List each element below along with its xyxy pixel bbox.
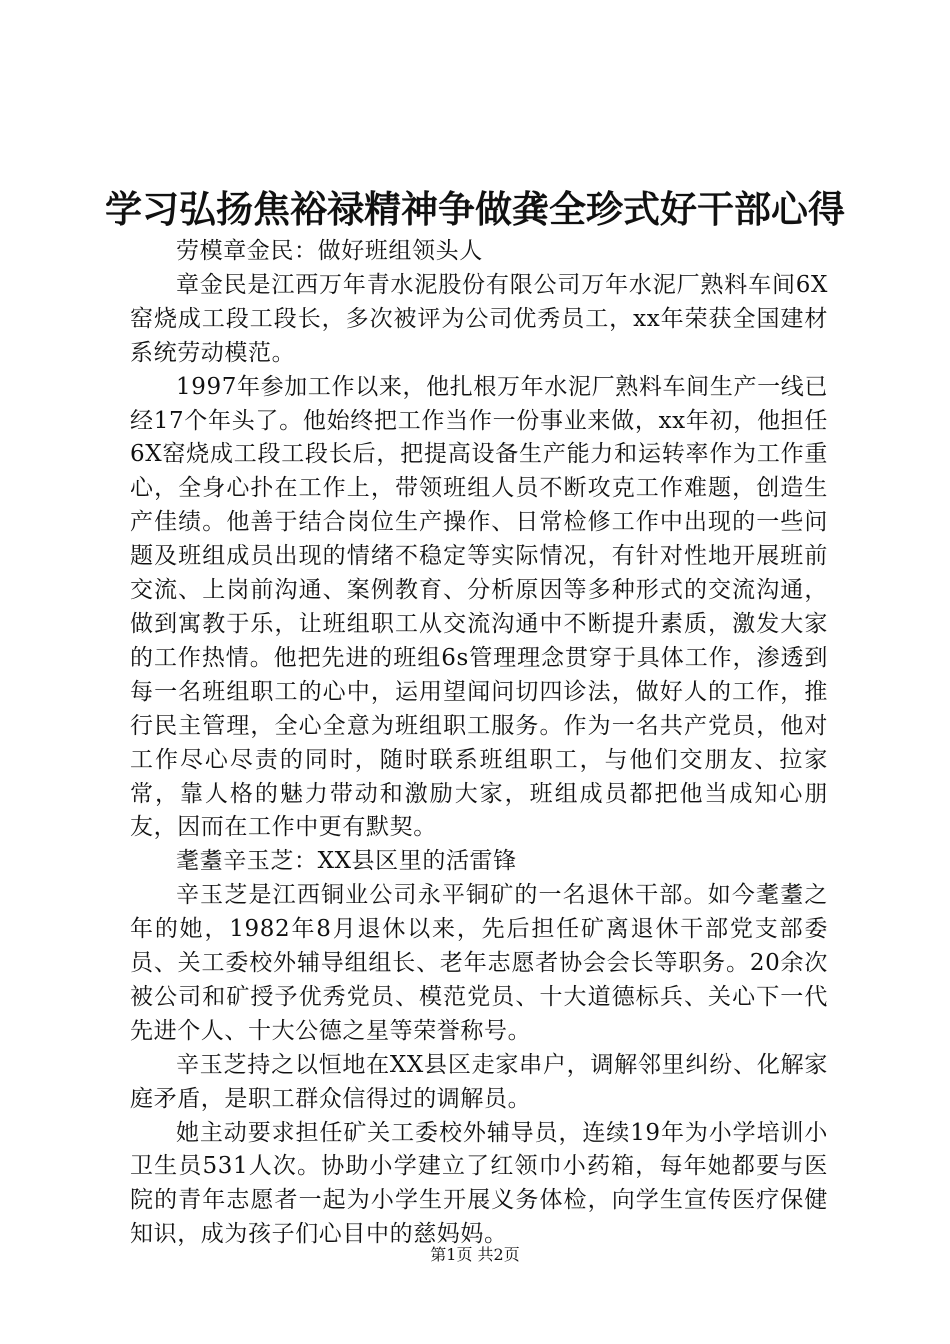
section-heading-zhang: 劳模章金民：做好班组领头人 (176, 238, 483, 264)
paragraph: 1997年参加工作以来，他扎根万年水泥厂熟料车间生产一线已经17个年头了。他始终把工作当作一份事业来做，xx年初，他担任6X窑烧成工段工段长后，把提高设备生产能力和运转率作为工作重心，全身心扑在工作上，带领班组人员不断攻克工作难题，创造生产佳绩。他善于结合岗位生产操作、日常检修工作中出现的一些问题及班组成员出现的情绪不稳定等实际情况，有针对性地开展班前交流、上岗前沟通、案例教育、分析原因等多种形式的交流沟通，做到寓教于乐，让班组职工从交流沟通中不断提升素质，激发大家的工作热情。他把先进的班组6s管理理念贯穿于具体工作，渗透到每一名班组职工的心中，运用望闻问切四诊法，做好人的工作，推行民主管理，全心全意为班组职工服务。作为一名共产党员，他对工作尽心尽责的同时，随时联系班组职工，与他们交朋友、拉家常，靠人格的魅力带动和激励大家，班组成员都把他当成知心朋友，因而在工作中更有默契。 (130, 373, 828, 841)
section-heading-xin: 耄耋辛玉芝：XX县区里的活雷锋 (176, 848, 517, 875)
page-footer: 第1页 共2页 (430, 1245, 520, 1264)
paragraph: 章金民是江西万年青水泥股份有限公司万年水泥厂熟料车间6X窑烧成工段工段长，多次被评为公司优秀员工，xx年荣获全国建材系统劳动模范。 (130, 271, 828, 366)
paragraph: 她主动要求担任矿关工委校外辅导员，连续19年为小学培训小卫生员531人次。协助小学建立了红领巾小药箱，每年她都要与医院的青年志愿者一起为小学生开展义务体检，向学生宣传医疗保健知识，成为孩子们心目中的慈妈妈。 (130, 1119, 828, 1248)
paragraph: 辛玉芝是江西铜业公司永平铜矿的一名退休干部。如今耄耋之年的她，1982年8月退休以来，先后担任矿离退休干部党支部委员、关工委校外辅导组组长、老年志愿者协会会长等职务。20余次被公司和矿授予优秀党员、模范党员、十大道德标兵、关心下一代先进个人、十大公德之星等荣誉称号。 (130, 882, 828, 1044)
document-body (130, 235, 828, 1252)
paragraph: 辛玉芝持之以恒地在XX县区走家串户，调解邻里纠纷、化解家庭矛盾，是职工群众信得过的调解员。 (130, 1051, 828, 1112)
document-title: 学习弘扬焦裕禄精神争做龚全珍式好干部心得 (105, 187, 845, 231)
